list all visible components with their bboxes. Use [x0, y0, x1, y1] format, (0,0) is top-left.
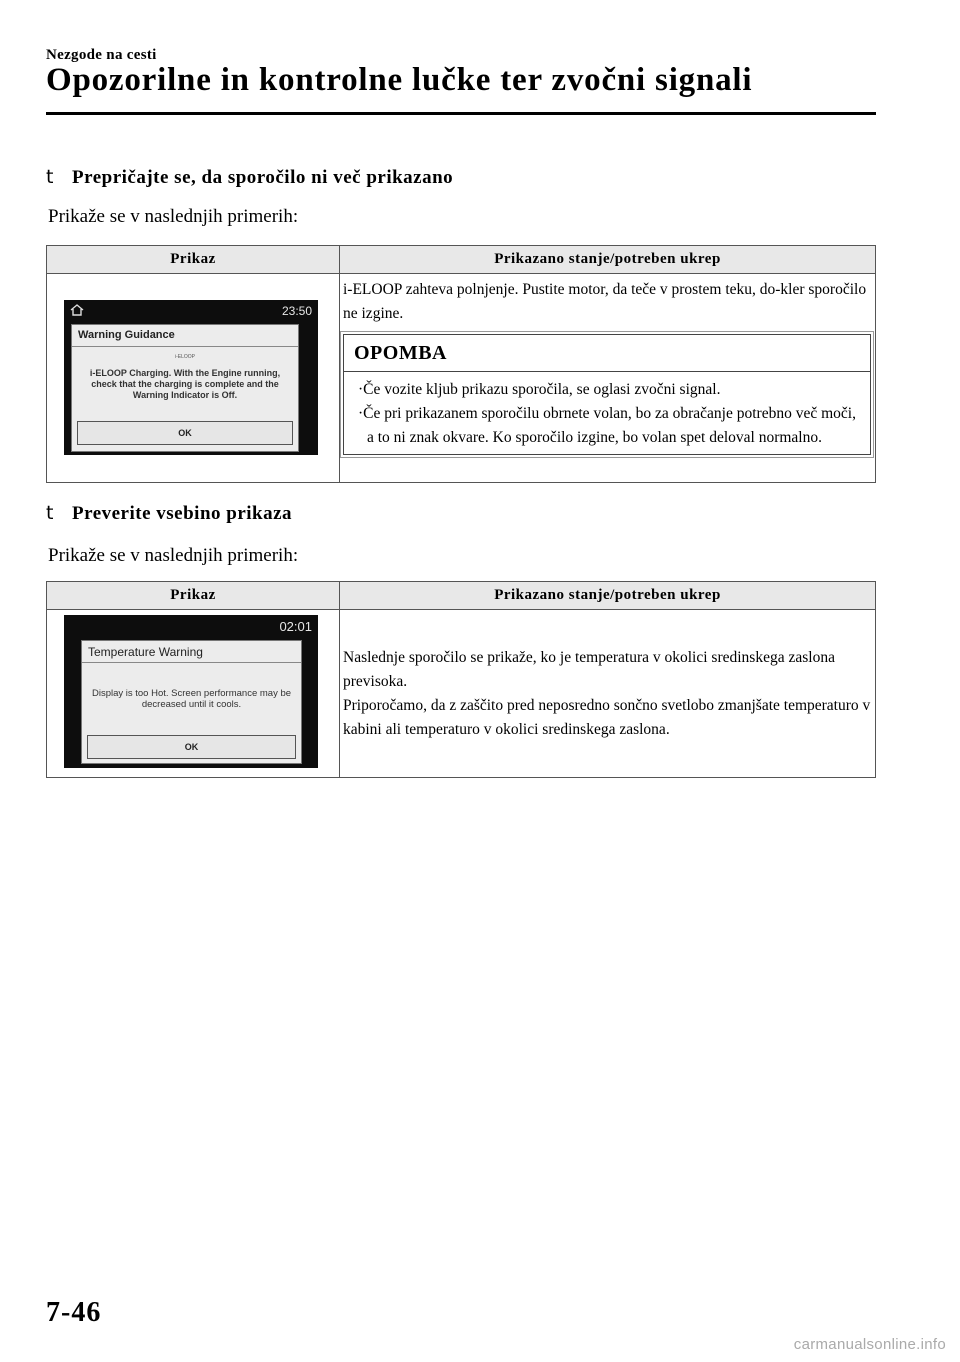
note-box: [343, 334, 871, 455]
subheading-2-text: Preverite vsebino prikaza: [72, 503, 293, 524]
table-1-col-display: Prikaz: [47, 246, 340, 274]
screen-cell-2: [47, 610, 340, 778]
table-2-header: [47, 582, 876, 610]
table-row: [47, 274, 876, 483]
page-number: 7-46: [46, 1297, 102, 1328]
table-1-col-action: Prikazano stanje/potreben ukrep: [340, 246, 876, 274]
subheading-2: [46, 502, 292, 525]
page-title: Opozorilne in kontrolne lučke ter zvočni signali: [46, 62, 753, 98]
note-item: · Če pri prikazanem sporočilu obrnete volan, bo za obračanje potrebno več moči, a to ni znak okvare. Ko sporočilo izgine, bo volan spet deloval normalno.: [358, 402, 862, 450]
screen-topbar: [64, 300, 318, 322]
ok-button[interactable]: OK: [87, 735, 296, 759]
screen-topbar: [64, 615, 318, 637]
warning-dialog: [71, 324, 299, 452]
screen-clock: 23:50: [281, 304, 312, 318]
description-1: i-ELOOP zahteva polnjenje. Pustite motor, da teče v prostem teku, do-kler sporočilo ne izgine.: [343, 281, 867, 322]
temperature-dialog: [81, 640, 302, 764]
note-title: OPOMBA: [344, 335, 870, 372]
table-2-col-display: Prikaz: [47, 582, 340, 610]
table-row: [47, 610, 876, 778]
subheading-1-text: Prepričajte se, da sporočilo ni več prikazano: [72, 167, 454, 188]
home-icon: [70, 304, 84, 316]
screen-clock: 02:01: [279, 619, 312, 634]
bullet-marker-icon: t: [46, 502, 54, 524]
table-2: [46, 581, 876, 778]
table-1: [46, 245, 876, 483]
table-1-header: [47, 246, 876, 274]
ok-button[interactable]: OK: [77, 421, 293, 445]
description-2-line-1: Naslednje sporočilo se prikaže, ko je temperatura v okolici sredinskega zaslona previsoka.: [343, 648, 835, 690]
screen-temperature-warning: [64, 615, 318, 768]
dialog-message: Display is too Hot. Screen performance may be decreased until it cools.: [91, 688, 292, 710]
dialog-message: i-ELOOP Charging. With the Engine running, check that the charging is complete and the Warning Indicator is Off.: [89, 368, 281, 400]
dialog-divider: [72, 346, 298, 347]
intro-2: Prikaže se v naslednjih primerih:: [48, 545, 299, 566]
description-2-line-2: Priporočamo, da z zaščito pred neposredno sončno svetlobo zmanjšate temperaturo v kabini ali temperaturo v okolici sredinskega zaslona.: [343, 696, 871, 738]
dialog-title: Warning Guidance: [78, 329, 175, 341]
action-cell-1: [340, 274, 876, 483]
action-cell-2: [340, 610, 876, 778]
dialog-divider: [82, 662, 301, 663]
screen-warning-guidance: [64, 300, 318, 455]
intro-1: Prikaže se v naslednjih primerih:: [48, 206, 299, 227]
title-rule: [46, 112, 876, 115]
dialog-title: Temperature Warning: [88, 645, 203, 659]
subheading-1: [46, 166, 453, 189]
bullet-marker-icon: t: [46, 166, 54, 188]
screen-cell-1: [47, 274, 340, 483]
table-2-col-action: Prikazano stanje/potreben ukrep: [340, 582, 876, 610]
dialog-caption: i-ELOOP: [174, 354, 195, 360]
note-list: [344, 372, 870, 454]
watermark: carmanualsonline.info: [793, 1336, 946, 1353]
section-label: Nezgode na cesti: [46, 47, 157, 63]
note-item: · Če vozite kljub prikazu sporočila, se oglasi zvočni signal.: [358, 378, 862, 402]
